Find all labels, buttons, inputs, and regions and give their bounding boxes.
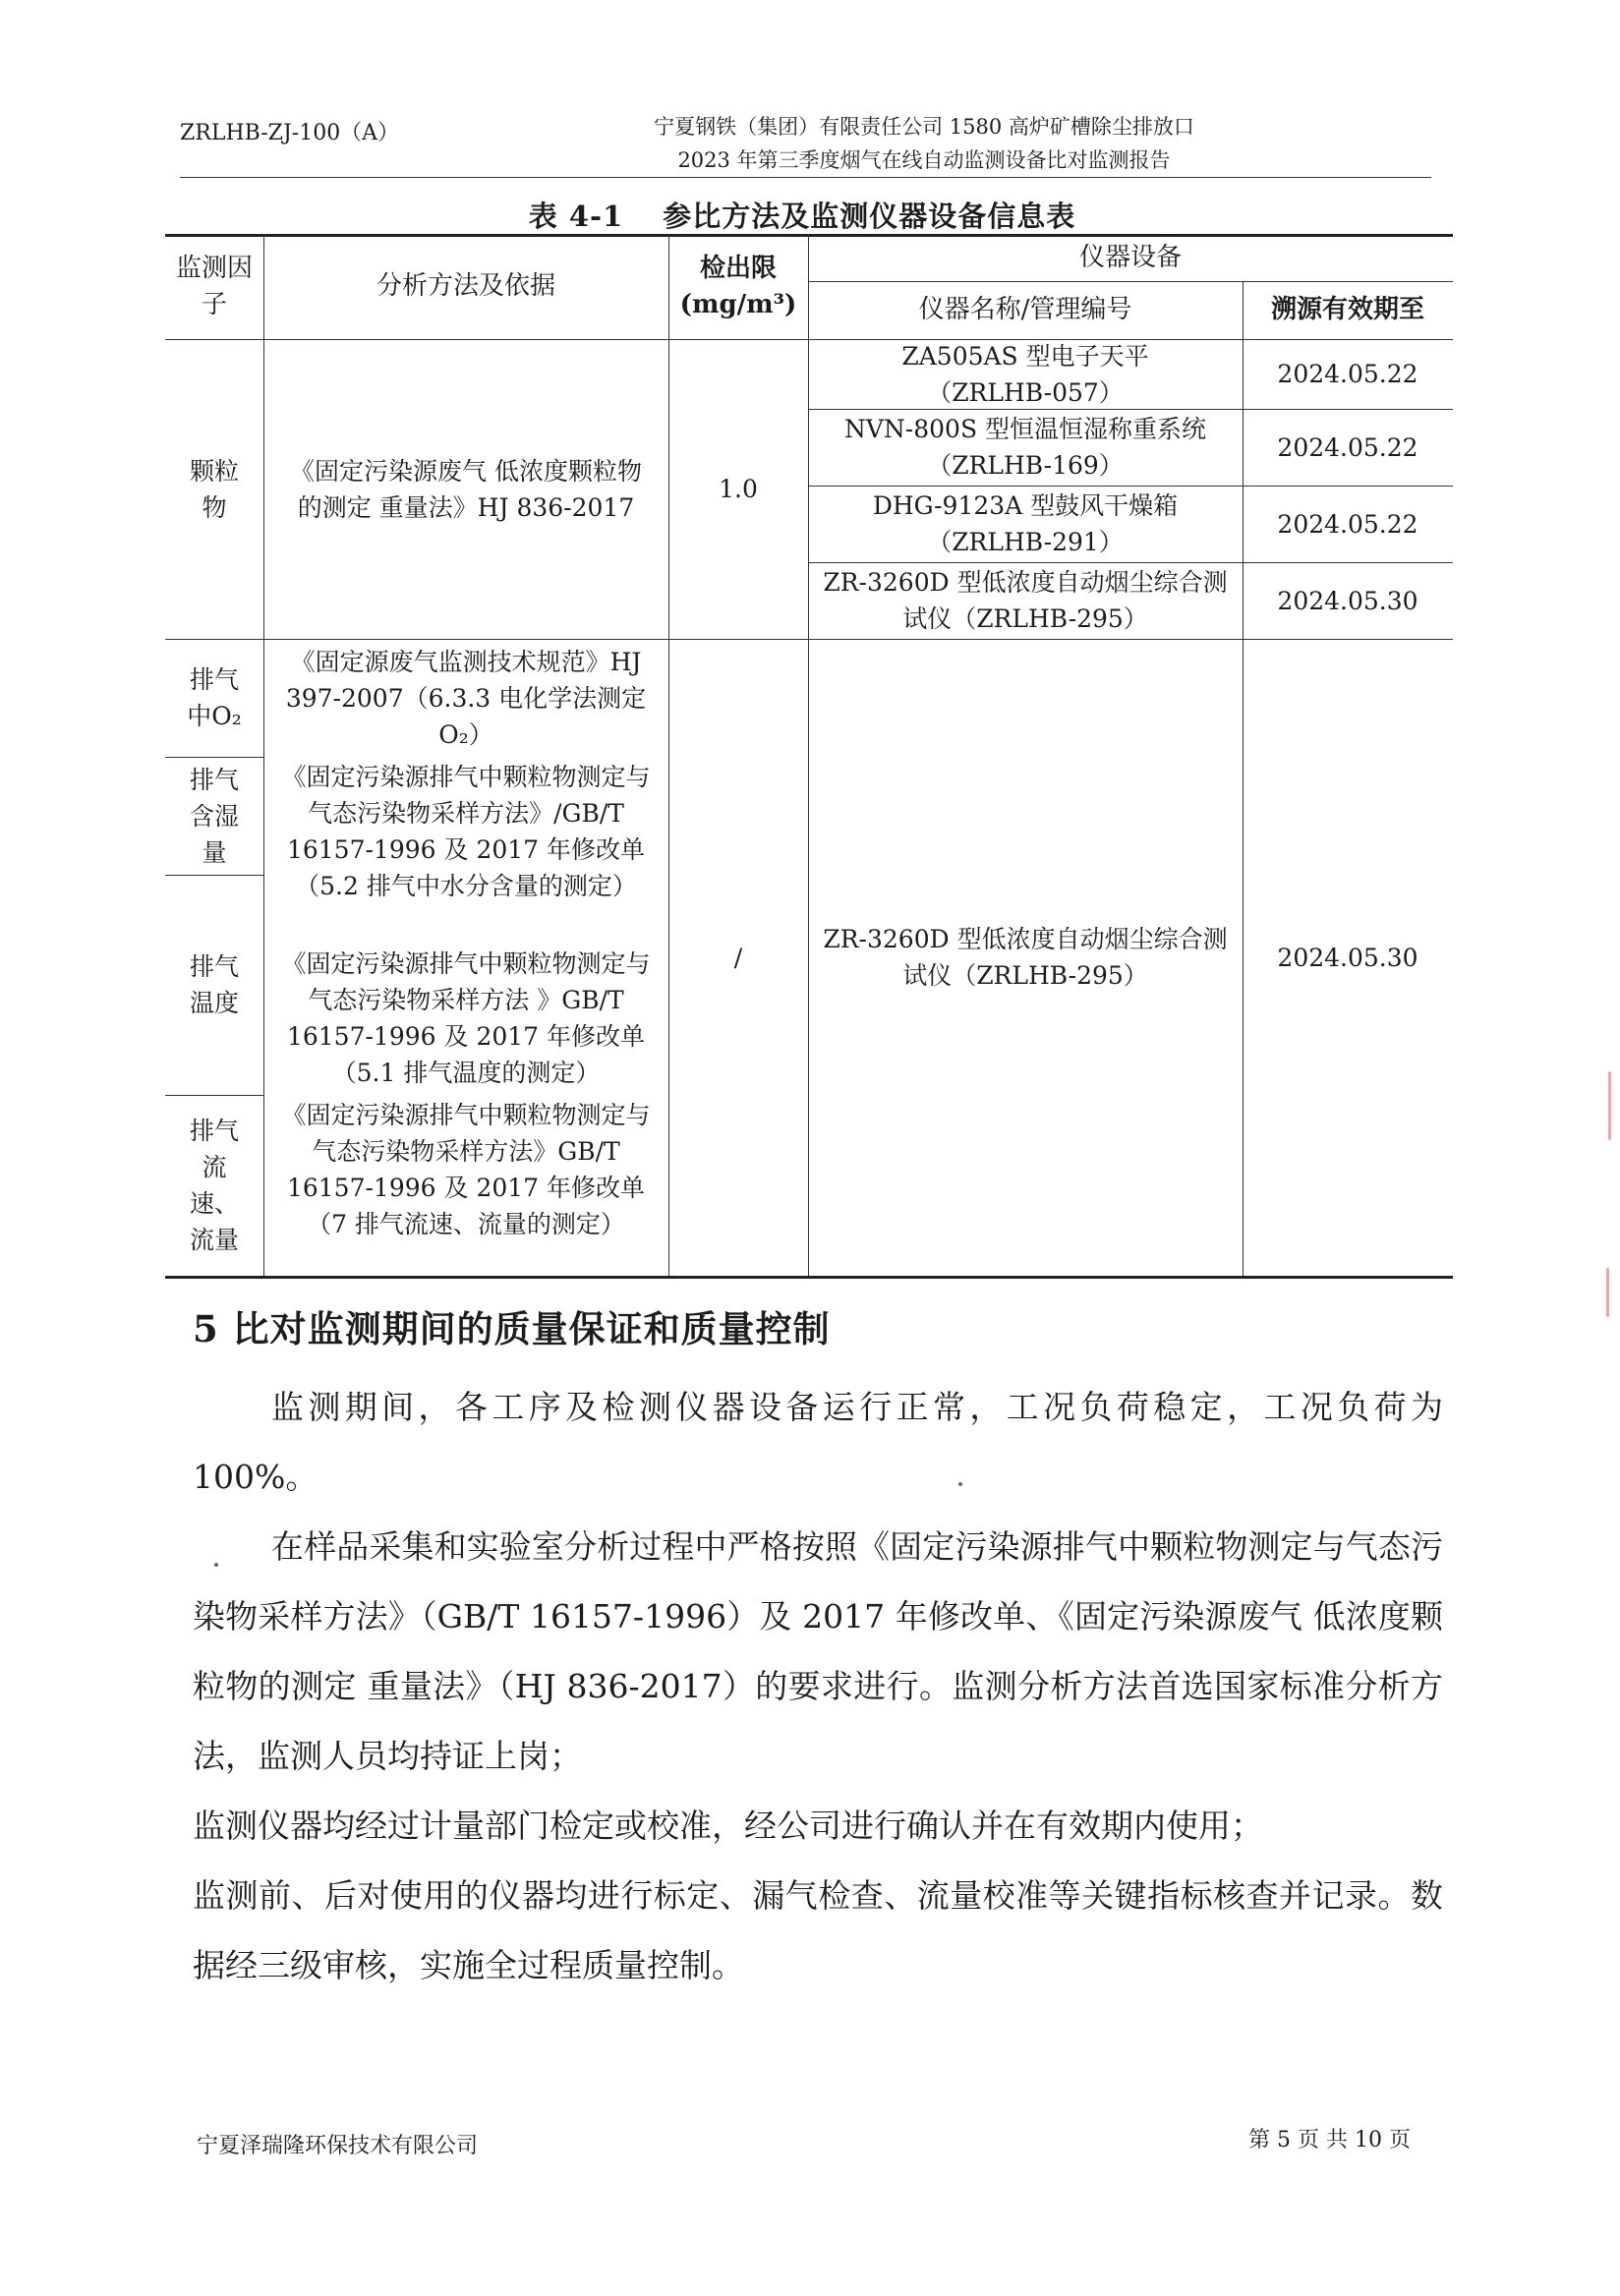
factor-moisture: 排气含湿量 bbox=[189, 765, 239, 867]
paragraph: 监测仪器均经过计量部门检定或校准，经公司进行确认并在有效期内使用； bbox=[193, 1807, 1263, 1845]
limit-gas: / bbox=[733, 943, 743, 972]
method-particulate: 《固定污染源废气 低浓度颗粒物的测定 重量法》HJ 836-2017 bbox=[290, 456, 642, 522]
instrument-name-gas: ZR-3260D 型低浓度自动烟尘综合测试仪（ZRLHB-295） bbox=[823, 925, 1228, 990]
instrument-valid-date: 2024.05.22 bbox=[1277, 360, 1418, 388]
instrument-name: NVN-800S 型恒温恒湿称重系统（ZRLHB-169） bbox=[843, 415, 1207, 480]
report-title bbox=[550, 110, 1298, 177]
factor-temperature: 排气温度 bbox=[189, 952, 239, 1017]
factor-particulate: 颗粒物 bbox=[189, 456, 239, 522]
instrument-valid-date-gas: 2024.05.30 bbox=[1277, 943, 1418, 972]
factor-o2: 排气中O₂ bbox=[187, 665, 242, 730]
report-title-line2: 2023 年第三季度烟气在线自动监测设备比对监测报告 bbox=[677, 148, 1171, 172]
section-body bbox=[193, 1372, 1443, 2000]
report-title-line1: 宁夏钢铁（集团）有限责任公司 1580 高炉矿槽除尘排放口 bbox=[654, 115, 1194, 139]
factor-flow: 排气流速、流量 bbox=[189, 1117, 239, 1254]
table-number: 表 4-1 bbox=[528, 200, 624, 233]
section-title: 5 比对监测期间的质量保证和质量控制 bbox=[193, 1307, 831, 1350]
scan-speck bbox=[214, 1563, 218, 1567]
method-flow: 《固定污染源排气中颗粒物测定与气态污染物采样方法》GB/T 16157-1996 及 2017 年修改单（7 排气流速、流量的测定） bbox=[281, 1101, 651, 1238]
edge-stamp-mark bbox=[1606, 1268, 1609, 1317]
method-o2: 《固定源废气监测技术规范》HJ 397-2007（6.3.3 电化学法测定 O₂） bbox=[285, 648, 647, 749]
header-instrument-name: 仪器名称/管理编号 bbox=[918, 295, 1132, 324]
header-factor: 监测因子 bbox=[175, 253, 253, 319]
document-code: ZRLHB-ZJ-100（A） bbox=[180, 121, 400, 145]
table-caption bbox=[165, 195, 1439, 235]
table-title: 参比方法及监测仪器设备信息表 bbox=[663, 200, 1076, 233]
instrument-name: DHG-9123A 型鼓风干燥箱（ZRLHB-291） bbox=[872, 491, 1179, 556]
instrument-name: ZA505AS 型电子天平（ZRLHB-057） bbox=[901, 341, 1149, 407]
header-valid-until: 溯源有效期至 bbox=[1270, 295, 1424, 324]
method-temperature: 《固定污染源排气中颗粒物测定与气态污染物采样方法 》GB/T 16157-1996 及 2017 年修改单（5.1 排气温度的测定） bbox=[281, 949, 651, 1087]
header-instrument-group: 仪器设备 bbox=[1078, 242, 1182, 272]
header-detection-limit: 检出限(mg/m³) bbox=[679, 253, 797, 319]
instrument-valid-date: 2024.05.30 bbox=[1277, 586, 1418, 615]
paragraph: 监测期间，各工序及检测仪器设备运行正常，工况负荷稳定，工况负荷为 100%。 bbox=[193, 1388, 1443, 1496]
edge-stamp-mark bbox=[1608, 1071, 1611, 1140]
table-bottom-rule bbox=[165, 1276, 1453, 1279]
scan-speck bbox=[958, 1482, 962, 1486]
footer-company: 宁夏泽瑞隆环保技术有限公司 bbox=[197, 2134, 479, 2158]
paragraph: 在样品采集和实验室分析过程中严格按照《固定污染源排气中颗粒物测定与气态污染物采样方法》（GB/T 16157-1996）及 2017 年修改单、《固定污染源废气 低浓度颗粒物的测定 重量法》（HJ 836-2017）的要求进行。监测分析方法首选国家标准分析方法，监测人员均持证上岗； bbox=[193, 1527, 1443, 1775]
header-method: 分析方法及依据 bbox=[376, 271, 555, 301]
instrument-valid-date: 2024.05.22 bbox=[1277, 432, 1418, 462]
instrument-name: ZR-3260D 型低浓度自动烟尘综合测试仪（ZRLHB-295） bbox=[823, 568, 1228, 633]
page-number: 第 5 页 共 10 页 bbox=[1248, 2128, 1411, 2152]
limit-particulate: 1.0 bbox=[719, 475, 758, 503]
paragraph: 监测前、后对使用的仪器均进行标定、漏气检查、流量校准等关键指标核查并记录。数据经三级审核，实施全过程质量控制。 bbox=[193, 1876, 1443, 1984]
header-rule bbox=[180, 177, 1431, 178]
instrument-valid-date: 2024.05.22 bbox=[1277, 509, 1418, 539]
method-moisture: 《固定污染源排气中颗粒物测定与气态污染物采样方法》/GB/T 16157-1996 及 2017 年修改单（5.2 排气中水分含量的测定） bbox=[281, 763, 651, 900]
